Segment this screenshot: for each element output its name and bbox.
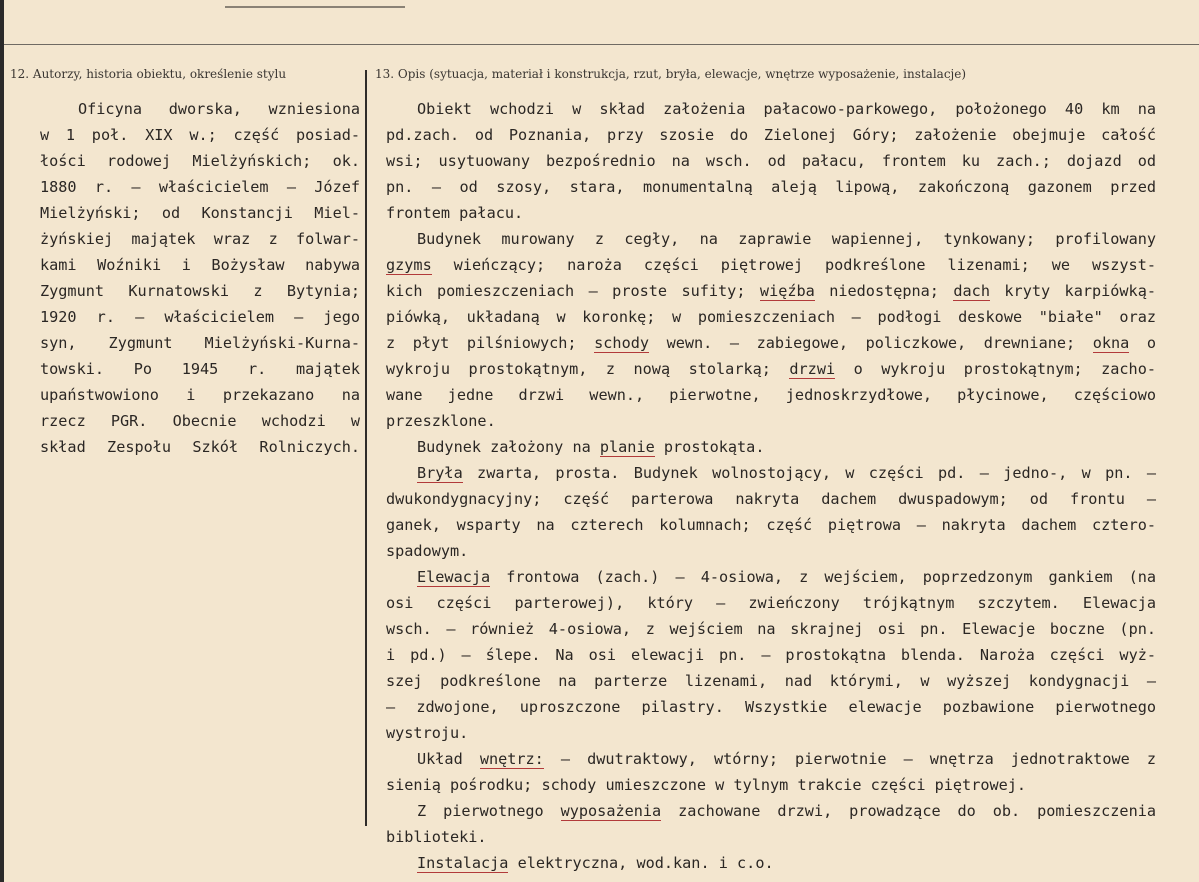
description-line: Instalacja elektryczna, wod.kan. i c.o. [417,854,774,872]
description-line: z płyt pilśniowych; schody wewn. – zabiegowe, policzkowe, drewniane; okna o [386,334,1157,352]
history-line: Zygmunt Kurnatowski z Bytynia; [40,282,360,300]
description-line: wane jedne drzwi wewn., pierwotne, jednoskrzydłowe, płycinowe, częściowo [386,386,1156,404]
history-line: 1920 r. – właścicielem – jego [40,308,360,326]
description-line: Budynek murowany z cegły, na zaprawie wapiennej, tynkowany; profilowany [417,230,1156,248]
history-line: 1880 r. – właścicielem – Józef [40,178,360,196]
description-line: dwukondygnacyjny; część parterowa nakryta dachem dwuspadowym; od frontu – [386,490,1156,508]
keyword-okna: okna [1092,334,1130,352]
description-line: biblioteki. [386,828,487,846]
history-line: upaństwowiono i przekazano na [40,386,360,404]
history-line: syn, Zygmunt Mielżyński-Kurna- [40,334,360,352]
description-line: wykroju prostokątnym, z nową stolarką; drzwi o wykroju prostokątnym; zacho- [386,360,1156,378]
description-line: – zdwojone, uproszczone pilastry. Wszystkie elewacje pozbawione pierwotnego [386,698,1156,716]
description-line: wystroju. [386,724,469,742]
description-line: Bryła zwarta, prosta. Budynek wolnostojący, w części pd. – jedno-, w pn. – [417,464,1156,482]
history-line: żyńskiej majątek wraz z folwar- [40,230,360,248]
column-divider [365,70,367,826]
history-line: Mielżyński; od Konstancji Miel- [40,204,360,222]
description-line: i pd.) – ślepe. Na osi elewacji pn. – prostokątna blenda. Naroża części wyż- [386,646,1156,664]
description-line: osi części parterowej), który – zwieńczony trójkątnym szczytem. Elewacja [386,594,1156,612]
description-line: przeszklone. [386,412,496,430]
description-line: ganek, wsparty na czterech kolumnach; część piętrowa – nakryta dachem cztero- [386,516,1156,534]
description-line: piówką, układaną w koronkę; w pomieszczeniach – podłogi deskowe "białe" oraz [386,308,1156,326]
keyword-wnetrz: wnętrz: [479,750,544,768]
description-line: Układ wnętrz: – dwutraktowy, wtórny; pierwotnie – wnętrza jednotraktowe z [417,750,1156,768]
history-line: w 1 poł. XIX w.; część posiad- [40,126,360,144]
keyword-planie: planie [599,438,655,456]
keyword-drzwi: drzwi [789,360,836,378]
history-line: łości rodowej Mielżyńskich; ok. [40,152,360,170]
keyword-wiezba: więźba [759,282,815,300]
description-line: frontem pałacu. [386,204,524,222]
description-line: wsch. – również 4-osiowa, z wejściem na skrajnej osi pn. Elewacje boczne (pn. [386,620,1156,638]
description-line: Z pierwotnego wyposażenia zachowane drzwi, prowadzące do ob. pomieszczenia [417,802,1156,820]
description-line: Elewacja frontowa (zach.) – 4-osiowa, z wejściem, poprzedzonym gankiem (na [417,568,1156,586]
history-line: kami Woźniki i Bożysław nabywa [40,256,360,274]
keyword-gzyms: gzyms [386,256,432,274]
description-line: kich pomieszczeniach – proste sufity; więźba niedostępna; dach kryty karpiówką- [386,282,1156,300]
keyword-instalacja: Instalacja [417,854,509,872]
keyword-wyposazenia: wyposażenia [560,802,662,820]
description-line: spadowym. [386,542,469,560]
keyword-bryla: Bryła [417,464,463,482]
description-line: Budynek założony na planie prostokąta. [417,438,765,456]
history-text [40,96,360,460]
scan-artifact-line [225,6,405,8]
description-line: wsi; usytuowany bezpośrednio na wsch. od pałacu, frontem ku zach.; dojazd od [386,152,1156,170]
description-line: szej podkreślone na parterze lizenami, nad którymi, w wyższej kondygnacji – [386,672,1156,690]
form-top-rule [4,44,1199,45]
scan-edge [0,0,4,882]
description-line: pd.zach. od Poznania, przy szosie do Zielonej Góry; założenie obejmuje całość [386,126,1156,144]
section-13-heading: 13. Opis (sytuacja, materiał i konstrukcja, rzut, bryła, elewacje, wnętrze wyposażenie, instalacje) [375,67,967,81]
history-line: Oficyna dworska, wzniesiona [78,100,360,118]
description-line: pn. – od szosy, stara, monumentalną aleją lipową, zakończoną gazonem przed [386,178,1156,196]
history-line: towski. Po 1945 r. majątek [40,360,360,378]
history-line: skład Zespołu Szkół Rolniczych. [40,438,360,456]
description-line: gzyms wieńczący; naroża części piętrowej podkreślone lizenami; we wszyst- [386,256,1156,274]
description-line: sienią pośrodku; schody umieszczone w tylnym trakcie części piętrowej. [386,776,1027,794]
section-12-heading: 12. Autorzy, historia obiektu, określenie stylu [10,67,287,81]
description-line: Obiekt wchodzi w skład założenia pałacowo-parkowego, położonego 40 km na [417,100,1156,118]
keyword-schody: schody [594,334,650,352]
keyword-dach: dach [953,282,990,300]
description-text [386,96,1156,876]
history-line: rzecz PGR. Obecnie wchodzi w [40,412,360,430]
keyword-elewacja: Elewacja [417,568,491,586]
